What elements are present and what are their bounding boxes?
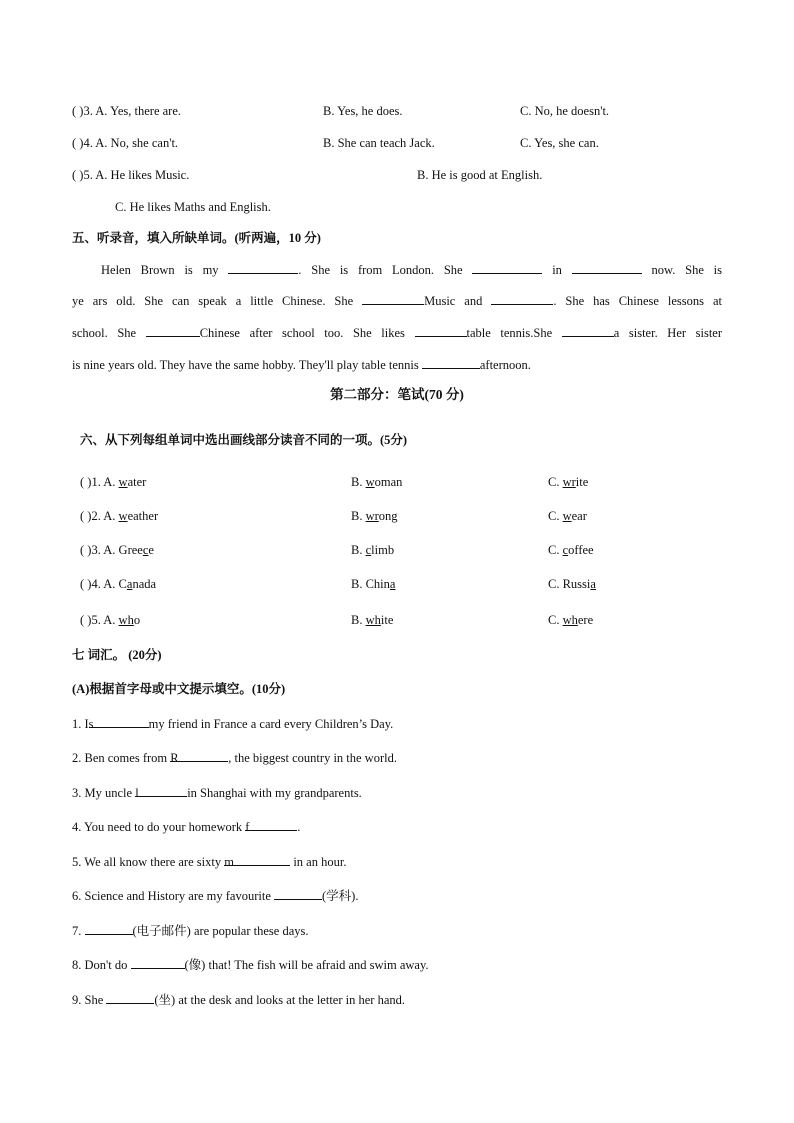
s7-blank-4[interactable]: f [245, 819, 297, 831]
s7-item-8: 8. Don't do (像) that! The fish will be afraid and swim away. [72, 958, 429, 972]
s7-item-2: 2. Ben comes from R , the biggest country in the world. [72, 751, 397, 765]
s7-item-7: 7. (电子邮件) are popular these days. [72, 924, 309, 938]
choice-3-c: C. No, he doesn't. [520, 104, 610, 118]
blank-2[interactable] [472, 262, 542, 274]
s7-item-6: 6. Science and History are my favourite (学科). [72, 889, 359, 903]
s6-row-5-c: C. where [548, 613, 594, 627]
choice-5-b: B. He is good at English. [417, 168, 543, 182]
blank-6[interactable] [146, 325, 200, 337]
blank-9[interactable] [422, 357, 480, 369]
s7-item-3: 3. My uncle l in Shanghai with my grandparents. [72, 786, 362, 800]
s6-row-3-c: C. coffee [548, 543, 594, 557]
s7-blank-9[interactable] [106, 992, 154, 1004]
s6-row-4-b: B. China [351, 577, 396, 591]
section5-line-1: Helen Brown is my . She is from London. She in now. She is [101, 263, 723, 277]
section7-title: 七 词汇。 (20分) [72, 648, 162, 662]
section5-line-2: ye ars old. She can speak a little Chinese. She Music and . She has Chinese lessons at [72, 294, 722, 308]
s6-row-3-q: ( )3. A. Greece [80, 543, 154, 557]
s7-blank-5[interactable]: m [224, 854, 290, 866]
s6-row-1-q: ( )1. A. water [80, 475, 147, 489]
section6-title: 六、从下列每组单词中选出画线部分读音不同的一项。(5分) [80, 433, 408, 447]
choice-3-a: ( )3. A. Yes, there are. [72, 104, 182, 118]
section5-line-3: school. She Chinese after school too. She likes table tennis.She a sister. Her sister [72, 326, 723, 340]
blank-7[interactable] [415, 325, 467, 337]
choice-4-b: B. She can teach Jack. [323, 136, 435, 150]
choice-5-c: C. He likes Maths and English. [115, 200, 271, 214]
s7-item-4: 4. You need to do your homework f . [72, 820, 301, 834]
blank-1[interactable] [228, 262, 298, 274]
s6-row-2-b: B. wrong [351, 509, 398, 523]
s6-row-4-q: ( )4. A. Canada [80, 577, 157, 591]
s7-blank-7[interactable] [85, 923, 133, 935]
s7-item-9: 9. She (坐) at the desk and looks at the letter in her hand. [72, 993, 405, 1007]
part2-title: 第二部分：笔试(70 分) [330, 387, 464, 402]
section7-subtitle: (A)根据首字母或中文提示填空。(10分) [72, 682, 286, 696]
s7-blank-2[interactable]: R [170, 750, 228, 762]
blank-5[interactable] [491, 293, 553, 305]
s7-blank-3[interactable]: l [135, 785, 187, 797]
s7-blank-8[interactable] [131, 957, 185, 969]
s6-row-5-q: ( )5. A. who [80, 613, 141, 627]
choice-4-a: ( )4. A. No, she can't. [72, 136, 179, 150]
s6-row-2-q: ( )2. A. weather [80, 509, 159, 523]
blank-4[interactable] [362, 293, 424, 305]
s6-row-4-c: C. Russia [548, 577, 596, 591]
section5-line-4: is nine years old. They have the same hobby. They'll play table tennis afternoon. [72, 358, 531, 372]
section5-title: 五、听录音，填入所缺单词。(听两遍，10 分) [72, 231, 321, 245]
choice-4-c: C. Yes, she can. [520, 136, 599, 150]
s6-row-1-c: C. write [548, 475, 589, 489]
blank-3[interactable] [572, 262, 642, 274]
s7-item-1: 1. Is my friend in France a card every Children’s Day. [72, 717, 394, 731]
s6-row-1-b: B. woman [351, 475, 403, 489]
choice-3-b: B. Yes, he does. [323, 104, 403, 118]
s6-row-5-b: B. white [351, 613, 394, 627]
blank-8[interactable] [562, 325, 614, 337]
s6-row-3-b: B. climb [351, 543, 395, 557]
s7-blank-6[interactable] [274, 888, 322, 900]
s6-row-2-c: C. wear [548, 509, 587, 523]
s7-blank-1[interactable]: s [89, 716, 149, 728]
s7-item-5: 5. We all know there are sixty m in an hour. [72, 855, 347, 869]
choice-5-a: ( )5. A. He likes Music. [72, 168, 190, 182]
